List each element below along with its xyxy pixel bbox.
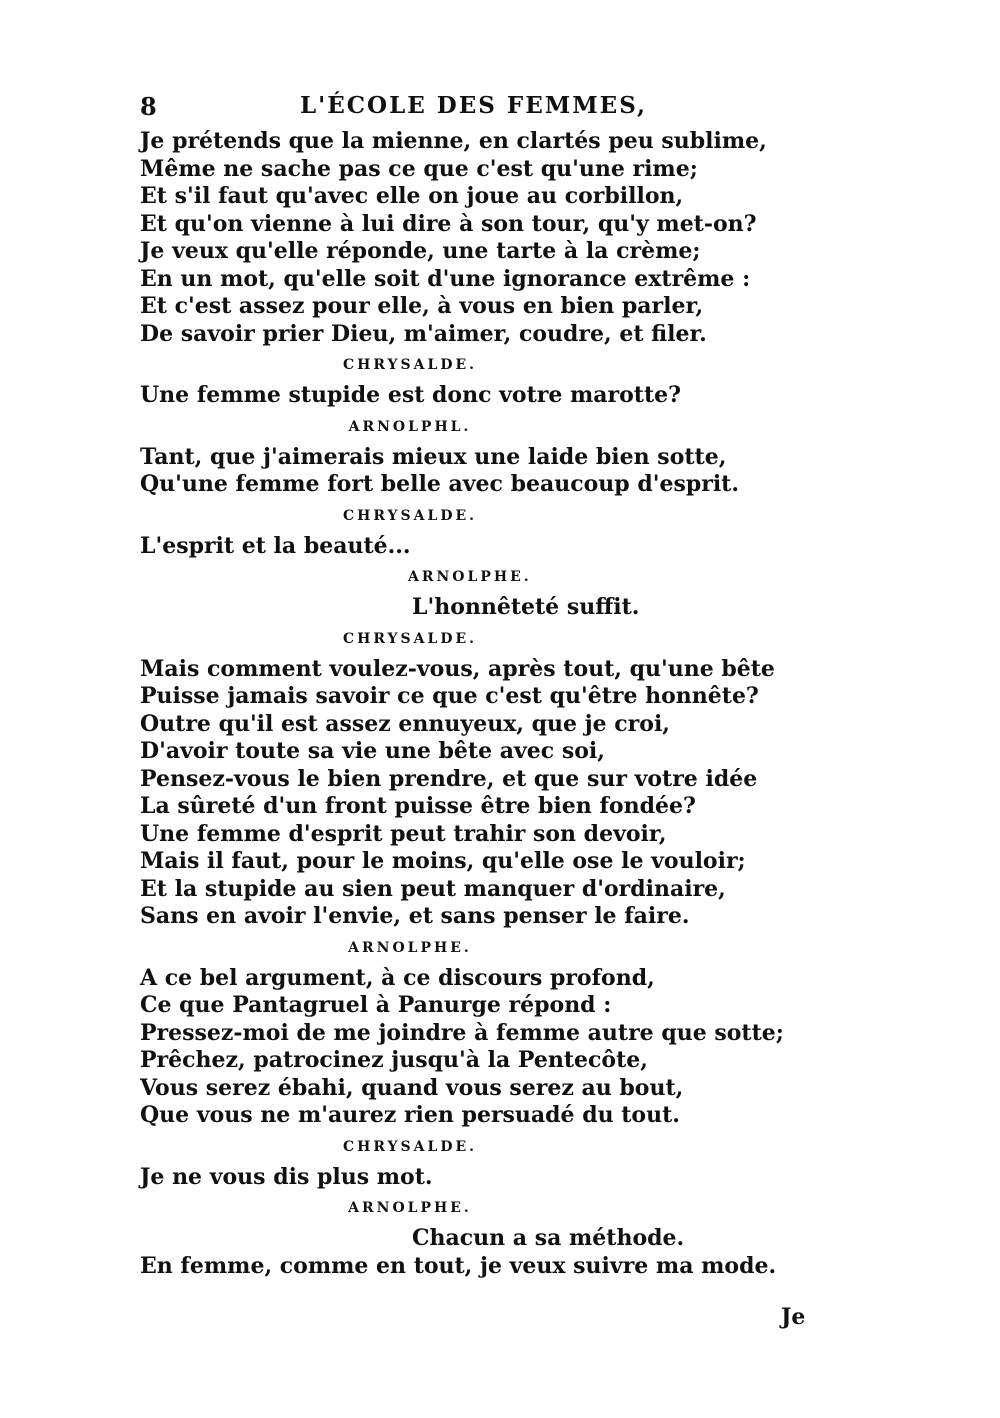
- verse-line: Mais comment voulez-vous, après tout, qu'une bête: [140, 655, 775, 682]
- verse-line: De savoir prier Dieu, m'aimer, coudre, et filer.: [140, 320, 707, 347]
- speaker-heading: ARNOLPHL.: [348, 418, 472, 435]
- verse-line: Pensez-vous le bien prendre, et que sur votre idée: [140, 765, 758, 792]
- verse-line: Outre qu'il est assez ennuyeux, que je croi,: [140, 710, 670, 737]
- verse-line: Je ne vous dis plus mot.: [140, 1163, 433, 1190]
- catchword: Je: [781, 1304, 806, 1330]
- verse-line: Vous serez ébahi, quand vous serez au bout,: [140, 1074, 684, 1101]
- speaker-heading: ARNOLPHE.: [348, 1200, 472, 1216]
- verse-line: Chacun a sa méthode.: [412, 1225, 685, 1251]
- verse-line: En femme, comme en tout, je veux suivre ma mode.: [140, 1252, 777, 1279]
- verse-line: Je veux qu'elle réponde, une tarte à la crème;: [140, 238, 701, 264]
- play-text: [140, 128, 784, 1280]
- verse-line: La sûreté d'un front puisse être bien fondée?: [140, 793, 696, 819]
- verse-line: Et qu'on vienne à lui dire à son tour, qu'y met-on?: [140, 210, 757, 237]
- verse-line: Et s'il faut qu'avec elle on joue au corbillon,: [140, 183, 684, 209]
- verse-line: Ce que Pantagruel à Panurge répond :: [140, 992, 612, 1018]
- running-title: L'ÉCOLE DES FEMMES,: [300, 92, 647, 119]
- verse-line: En un mot, qu'elle soit d'une ignorance extrême :: [140, 265, 751, 292]
- verse-line: Et c'est assez pour elle, à vous en bien parler,: [140, 293, 704, 319]
- verse-line: A ce bel argument, à ce discours profond,: [140, 964, 655, 991]
- verse-line: Prêchez, patrocinez jusqu'à la Pentecôte,: [140, 1047, 648, 1073]
- verse-line: Une femme stupide est donc votre marotte?: [140, 382, 682, 408]
- verse-line: Pressez-moi de me joindre à femme autre que sotte;: [140, 1019, 784, 1046]
- speaker-heading: ARNOLPHE.: [408, 569, 532, 585]
- verse-line: Mais il faut, pour le moins, qu'elle ose le vouloir;: [140, 848, 746, 874]
- speaker-heading: CHRYSALDE.: [342, 357, 478, 373]
- verse-line: D'avoir toute sa vie une bête avec soi,: [140, 738, 605, 764]
- speaker-heading: CHRYSALDE.: [342, 1138, 478, 1155]
- verse-line: L'esprit et la beauté...: [140, 532, 411, 559]
- page-header: [0, 92, 1000, 124]
- verse-line: L'honnêteté suffit.: [412, 594, 640, 620]
- verse-line: Et la stupide au sien peut manquer d'ordinaire,: [140, 875, 726, 902]
- verse-line: Que vous ne m'aurez rien persuadé du tout.: [140, 1102, 680, 1128]
- verse-line: Puisse jamais savoir ce que c'est qu'être honnête?: [140, 683, 759, 709]
- verse-line: Même ne sache pas ce que c'est qu'une rime;: [140, 155, 698, 182]
- verse-line: Tant, que j'aimerais mieux une laide bien sotte,: [140, 443, 727, 470]
- verse-line: Je prétends que la mienne, en clartés peu sublime,: [140, 128, 767, 154]
- speaker-heading: CHRYSALDE.: [342, 630, 478, 647]
- page-number: 8: [140, 92, 157, 121]
- speaker-heading: ARNOLPHE.: [348, 939, 472, 956]
- verse-line: Sans en avoir l'envie, et sans penser le faire.: [140, 903, 690, 929]
- verse-line: Qu'une femme fort belle avec beaucoup d'esprit.: [140, 471, 739, 497]
- speaker-heading: CHRYSALDE.: [342, 507, 478, 524]
- verse-line: Une femme d'esprit peut trahir son devoir,: [140, 820, 667, 847]
